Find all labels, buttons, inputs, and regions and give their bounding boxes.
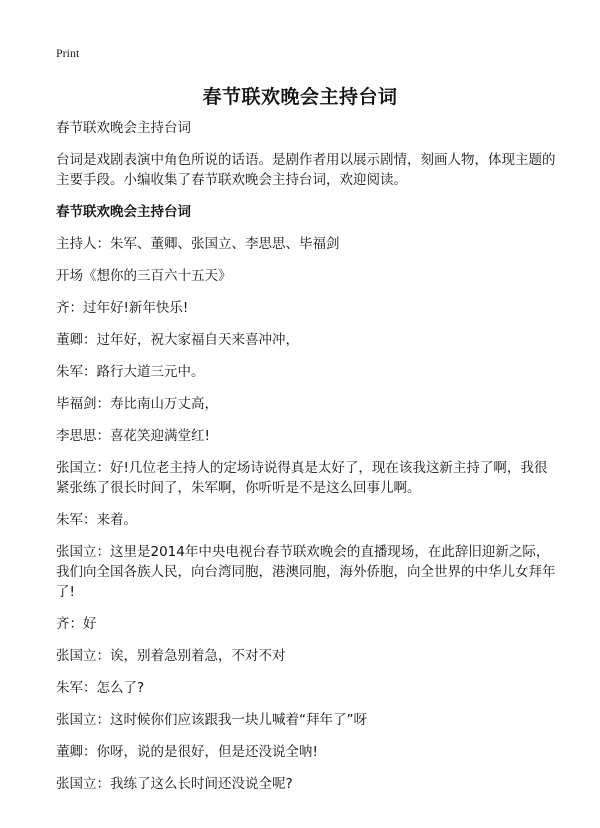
paragraph: 董卿：你呀，说的是很好，但是还没说全呐! [56,744,318,760]
print-link[interactable]: Print [56,46,80,60]
paragraph: 主持人：朱军、董卿、张国立、李思思、毕福剑 [56,236,340,252]
paragraph: 张国立：这时候你们应该跟我一块儿喊着“拜年了”呀 [56,712,367,728]
paragraph: 齐：过年好!新年快乐! [56,300,189,316]
page-title: 春节联欢晚会主持台词 [202,86,398,108]
paragraph: 朱军：来着。 [56,512,137,528]
paragraph: 张国立：好!几位老主持人的定场诗说得真是太好了，现在该我这新主持了啊，我很紧张练了很长时间了，朱军啊，你听听是不是这么回事儿啊。 [56,460,548,496]
paragraph: 开场《想你的三百六十五天》 [56,268,232,284]
paragraph: 朱军：怎么了? [56,680,145,696]
paragraph: 朱军：路行大道三元中。 [56,364,205,380]
paragraph: 张国立：诶，别着急别着急，不对不对 [56,648,286,664]
article-body [56,118,556,806]
paragraph: 台词是戏剧表演中角色所说的话语。是剧作者用以展示剧情，刻画人物，体现主题的主要手段。小编收集了春节联欢晚会主持台词，欢迎阅读。 [56,152,556,188]
paragraph: 张国立：这里是2014年中央电视台春节联欢晚会的直播现场，在此辞旧迎新之际，我们向全国各族人民，向台湾同胞，港澳同胞，海外侨胞，向全世界的中华儿女拜年了! [56,544,556,600]
section-heading: 春节联欢晚会主持台词 [56,204,191,220]
paragraph: 毕福剑：寿比南山万丈高， [56,396,218,412]
paragraph: 李思思：喜花笑迎满堂红! [56,428,210,444]
paragraph: 张国立：我练了这么长时间还没说全呢? [56,776,293,792]
paragraph: 齐：好 [56,616,97,632]
paragraph: 董卿：过年好，祝大家福自天来喜冲冲， [56,332,299,348]
paragraph: 春节联欢晚会主持台词 [56,120,191,136]
